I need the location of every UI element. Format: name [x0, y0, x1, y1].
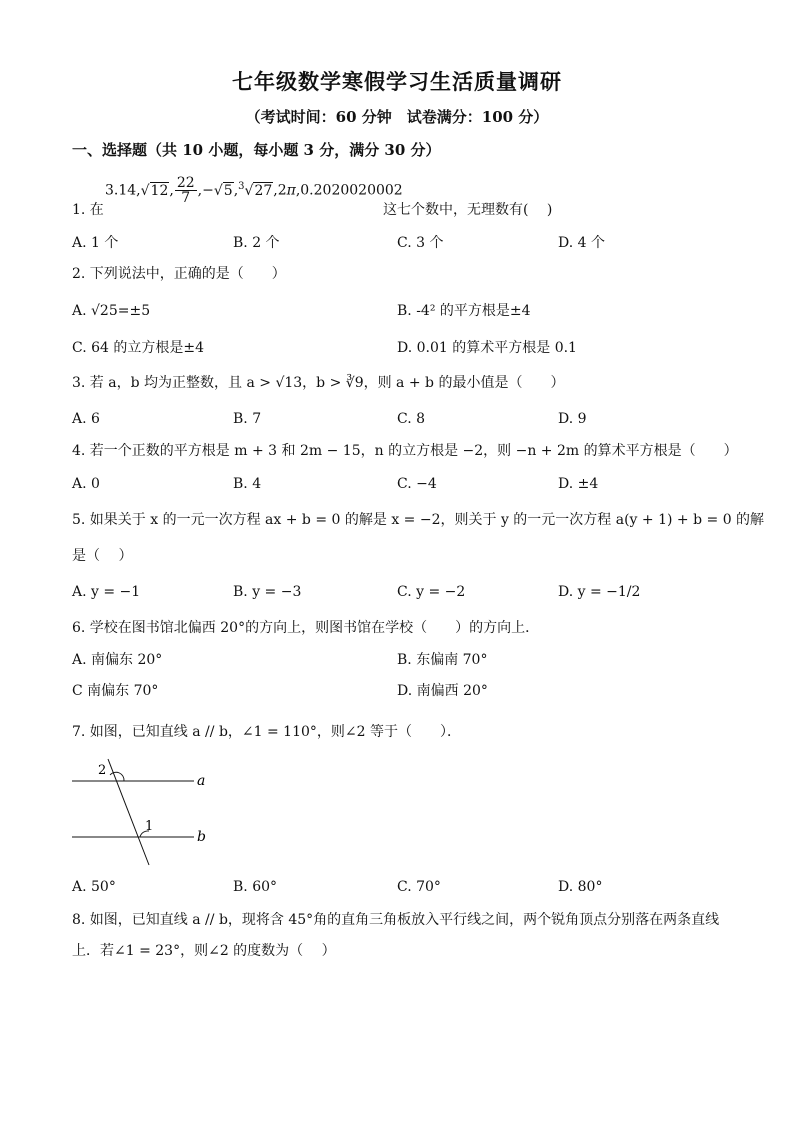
q1-option-d: D. 4 个 — [558, 235, 605, 251]
q7-option-b: B. 60° — [233, 879, 278, 895]
q4-option-d: D. ±4 — [558, 476, 599, 492]
transversal — [108, 759, 149, 865]
exam-info: （考试时间：60 分钟 试卷满分：100 分） — [245, 108, 549, 126]
q5-stem-cont: 是（ ） — [72, 548, 133, 564]
q5-stem: 5. 如果关于 x 的一元一次方程 ax + b = 0 的解是 x = −2，则关于 y 的一元一次方程 a(y + 1) + b = 0 的解 — [72, 512, 765, 528]
q5-option-b: B. y = −3 — [233, 584, 302, 600]
line-a-label: a — [197, 773, 206, 789]
page-title: 七年级数学寒假学习生活质量调研 — [232, 69, 562, 94]
q5-option-a: A. y = −1 — [72, 584, 141, 600]
q2-option-a: A. √25=±5 — [72, 303, 151, 319]
q7-option-c: C. 70° — [397, 879, 441, 895]
q6-option-b: B. 东偏南 70° — [397, 652, 488, 668]
q3-stem: 3. 若 a，b 均为正整数，且 a > √13，b > ∛9，则 a + b 的最小值是（ ） — [72, 375, 565, 391]
q6-option-a: A. 南偏东 20° — [72, 652, 163, 668]
q1-option-b: B. 2 个 — [233, 235, 280, 251]
q1-tail: 这七个数中，无理数有( ) — [383, 202, 553, 218]
angle-2-label: 2 — [98, 763, 107, 778]
q7-stem: 7. 如图，已知直线 a // b，∠1 = 110°，则∠2 等于（ ）． — [72, 724, 461, 740]
angle-2-arc — [110, 772, 124, 781]
q2-option-d: D. 0.01 的算术平方根是 0.1 — [397, 340, 577, 356]
q3-option-b: B. 7 — [233, 411, 262, 427]
q1-lead: 1. 在 — [72, 202, 104, 218]
q7-option-d: D. 80° — [558, 879, 603, 895]
q4-option-b: B. 4 — [233, 476, 262, 492]
q2-option-b: B. -4² 的平方根是±4 — [397, 303, 531, 319]
section-heading: 一、选择题（共 10 小题，每小题 3 分，满分 30 分） — [72, 141, 441, 159]
q1-numbers: 3.14,√12, $\frac{22}{7}$ ,−√5,$^3$√27,2π,0.2020020002 — [105, 175, 403, 206]
q2-option-c: C. 64 的立方根是±4 — [72, 340, 205, 356]
q3-option-c: C. 8 — [397, 411, 426, 427]
q6-stem: 6. 学校在图书馆北偏西 20°的方向上，则图书馆在学校（ ）的方向上． — [72, 620, 540, 636]
line-b-label: b — [197, 829, 206, 845]
q3-option-d: D. 9 — [558, 411, 587, 427]
q4-option-a: A. 0 — [72, 476, 100, 492]
q4-stem: 4. 若一个正数的平方根是 m + 3 和 2m − 15，n 的立方根是 −2，则 −n + 2m 的算术平方根是（ ） — [72, 443, 738, 459]
q8-stem: 8. 如图，已知直线 a // b，现将含 45°角的直角三角板放入平行线之间，两个锐角顶点分别落在两条直线 — [72, 912, 720, 928]
q1-option-c: C. 3 个 — [397, 235, 444, 251]
q6-option-d: D. 南偏西 20° — [397, 683, 488, 699]
q3-option-a: A. 6 — [72, 411, 100, 427]
q1-option-a: A. 1 个 — [72, 235, 119, 251]
parallel-lines-figure — [72, 757, 217, 867]
q4-option-c: C. −4 — [397, 476, 437, 492]
q7-option-a: A. 50° — [72, 879, 116, 895]
q8-stem-cont: 上．若∠1 = 23°，则∠2 的度数为（ ） — [72, 943, 336, 959]
q2-stem: 2. 下列说法中，正确的是（ ） — [72, 266, 286, 282]
q5-option-c: C. y = −2 — [397, 584, 466, 600]
q5-option-d: D. y = −1/2 — [558, 584, 641, 600]
angle-1-label: 1 — [145, 819, 154, 834]
q6-option-c: C 南偏东 70° — [72, 683, 159, 699]
